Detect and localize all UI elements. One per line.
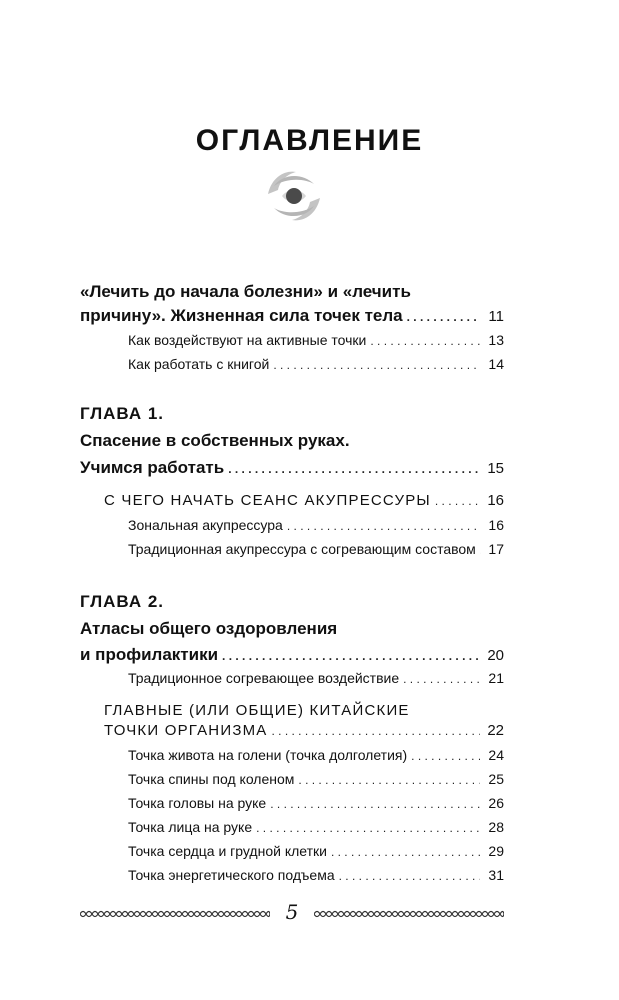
ornament-wave-left-icon xyxy=(80,908,270,920)
leader-dots xyxy=(256,819,480,835)
toc-page-number: 17 xyxy=(488,541,504,557)
chapter-2-title-line1: Атласы общего оздоровления xyxy=(80,619,338,638)
leader-dots xyxy=(270,795,480,811)
toc-page-number: 14 xyxy=(488,356,504,372)
leader-dots xyxy=(411,747,480,763)
toc-entry-label: Точка живота на голени (точка долголетия) xyxy=(128,747,408,763)
toc-entry-label: ТОЧКИ ОРГАНИЗМА xyxy=(104,722,268,739)
toc-entry[interactable] xyxy=(128,541,504,557)
toc-entry-label: С ЧЕГО НАЧАТЬ СЕАНС АКУПРЕССУРЫ xyxy=(104,492,431,509)
leader-dots xyxy=(287,517,480,533)
toc-page-number: 20 xyxy=(487,647,504,664)
section-title-line1: ГЛАВНЫЕ (ИЛИ ОБЩИЕ) КИТАЙСКИЕ xyxy=(104,702,410,719)
toc-entry-label: Учимся работать xyxy=(80,458,225,477)
toc-page-number: 24 xyxy=(488,747,504,763)
hands-emblem-icon xyxy=(262,166,326,226)
toc-entry[interactable] xyxy=(128,747,504,763)
page-number: 5 xyxy=(285,900,299,924)
leader-dots xyxy=(273,356,480,372)
toc-page-number: 15 xyxy=(487,460,504,477)
toc-entry-label: Традиционная акупрессура с согревающим составом xyxy=(128,541,476,557)
toc-entry[interactable] xyxy=(128,356,504,372)
leader-dots xyxy=(331,843,480,859)
toc-entry[interactable] xyxy=(128,517,504,533)
toc-entry-label: Как работать с книгой xyxy=(128,356,270,372)
toc-page-number: 31 xyxy=(488,867,504,883)
toc-entry-label: причину». Жизненная сила точек тела xyxy=(80,306,403,325)
toc-entry-chapter-2[interactable] xyxy=(80,645,504,665)
toc-entry[interactable] xyxy=(128,332,504,348)
toc-entry[interactable] xyxy=(128,771,504,787)
toc-page-number: 29 xyxy=(488,843,504,859)
toc-page-number: 16 xyxy=(488,517,504,533)
leader-dots xyxy=(407,306,480,326)
toc-section-entry[interactable] xyxy=(104,722,504,739)
leader-dots xyxy=(339,867,480,883)
toc-page-number: 13 xyxy=(488,332,504,348)
toc-entry[interactable] xyxy=(128,795,504,811)
toc-page-number: 28 xyxy=(488,819,504,835)
leader-dots xyxy=(271,722,480,739)
toc-page-number: 22 xyxy=(487,722,504,739)
toc-entry[interactable] xyxy=(128,843,504,859)
toc-section-entry[interactable] xyxy=(104,492,504,509)
leader-dots xyxy=(370,332,480,348)
toc-page-number: 21 xyxy=(488,670,504,686)
chapter-1-title-line1: Спасение в собственных руках. xyxy=(80,431,350,450)
toc-entry-label: Точка лица на руке xyxy=(128,819,253,835)
leader-dots xyxy=(228,458,480,478)
chapter-1-heading: ГЛАВА 1. xyxy=(80,404,165,423)
chapter-2-heading: ГЛАВА 2. xyxy=(80,592,165,611)
page-title: ОГЛАВЛЕНИЕ xyxy=(195,124,424,157)
toc-entry-label: Зональная акупрессура xyxy=(128,517,283,533)
toc-entry-label: и профилактики xyxy=(80,645,219,664)
toc-entry-intro[interactable] xyxy=(80,306,504,326)
toc-entry-label: Точка энергетического подъема xyxy=(128,867,335,883)
toc-entry-label: Точка спины под коленом xyxy=(128,771,295,787)
toc-page-number: 26 xyxy=(488,795,504,811)
ornament-wave-right-icon xyxy=(314,908,504,920)
toc-entry-label: Как воздействуют на активные точки xyxy=(128,332,367,348)
toc-entry-label: Точка головы на руке xyxy=(128,795,267,811)
toc-entry[interactable] xyxy=(128,670,504,686)
toc-page-number: 11 xyxy=(488,308,504,325)
leader-dots xyxy=(435,492,480,509)
toc-entry-label: Точка сердца и грудной клетки xyxy=(128,843,327,859)
toc-entry[interactable] xyxy=(128,819,504,835)
toc-page-number: 16 xyxy=(487,492,504,509)
leader-dots xyxy=(298,771,480,787)
toc-entry[interactable] xyxy=(128,867,504,883)
page-footer xyxy=(80,902,504,926)
intro-title-line1: «Лечить до начала болезни» и «лечить xyxy=(80,282,411,301)
toc-page-number: 25 xyxy=(488,771,504,787)
leader-dots xyxy=(403,670,480,686)
leader-dots xyxy=(222,645,480,665)
toc-entry-label: Традиционное согревающее воздействие xyxy=(128,670,400,686)
toc-entry-chapter-1[interactable] xyxy=(80,458,504,478)
